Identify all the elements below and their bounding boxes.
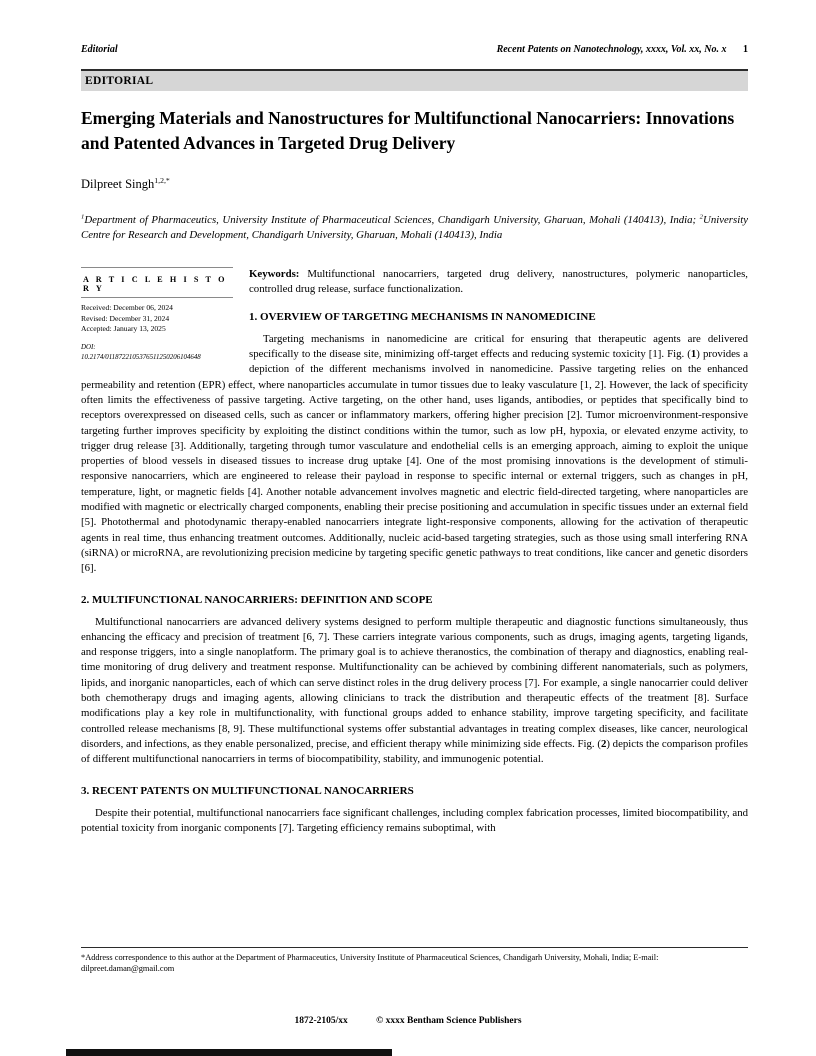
article-history-box bbox=[81, 267, 233, 362]
editorial-banner: EDITORIAL bbox=[81, 69, 748, 91]
section-paragraph-2: Multifunctional nanocarriers are advanced delivery systems designed to perform multiple therapeutic and diagnostic functions simultaneously, thus enhancing the efficacy and precision of treatment [6, 7]. These carriers integrate various components, such as drugs, imaging agents, targeting ligands, and response triggers, into a single nanoplatform. The primary goal is to achieve theranostics, the combination of therapy and diagnostics, enabling real-time monitoring of drug delivery and treatment response. Multifunctionality can be achieved by combining different nanomaterials, such as polymers, lipids, and inorganic nanoparticles, each of which can serve distinct roles in the drug delivery process [7]. For example, a single nanocarrier could deliver both chemotherapy drugs and imaging agents, allowing clinicians to track the distribution and therapeutic effects of the treatment [8]. Surface modifications play a key role in multifunctionality, with functional groups added to enhance stability, improve targeting specificity, and facilitate controlled release mechanisms [8, 9]. These multifunctional systems offer substantial advantages in treating complex diseases, like cancer, neurological disorders, and infections, as they enable personalized, precise, and efficient therapy while minimizing side effects. Fig. (2) depicts the comparison profiles of different multifunctional nanocarriers in terms of biocompatibility, stability, and immunogenic potential. bbox=[81, 615, 748, 766]
publisher-line bbox=[0, 1016, 816, 1026]
article-history-divider bbox=[81, 297, 233, 298]
footnote-area bbox=[81, 947, 748, 974]
next-page-banner-edge bbox=[66, 1049, 392, 1056]
author-line: Dilpreet Singh$^{1,2,*}$ bbox=[81, 175, 170, 191]
page-number: 1 bbox=[743, 44, 748, 55]
accepted-date: Accepted: January 13, 2025 bbox=[81, 324, 166, 334]
section-paragraph-3: Despite their potential, multifunctional nanocarriers face significant challenges, including complex fabrication processes, limited biocompatibility, and potential toxicity from inorganic components [7]. Targeting efficiency remains suboptimal, with bbox=[81, 806, 748, 834]
section-heading-1: 1. OVERVIEW OF TARGETING MECHANISMS IN NANOMEDICINE bbox=[249, 310, 596, 323]
running-head-right bbox=[497, 44, 748, 55]
correspondence-footnote: *Address correspondence to this author at the Department of Pharmaceutics, University Institute of Pharmaceutical Sciences, Chandigarh University, Mohali, India; E-mail: dilpreet.daman@gmail.com bbox=[81, 953, 659, 974]
doi-label: DOI: bbox=[81, 343, 96, 351]
section-paragraph-1: Targeting mechanisms in nanomedicine are critical for ensuring that therapeutic agents are delivered specifically to the disease site, minimizing off-target effects and reducing systemic toxicity [1]. Fig. (1) provides a depiction of the different mechanisms involved in nanomedicine. Passive targeting relies on the enhanced permeability and retention (EPR) effect, where nanoparticles accumulate in tumor tissues due to leaky vasculature [1, 2]. However, the lack of specificity often limits the effectiveness of passive targeting. Active targeting, on the other hand, uses ligands, antibodies, or peptides that specifically bind to receptors overexpressed on diseased cells, such as cancer or inflammatory markers, offering higher precision [2]. Tumor microenvironment-responsive targeting further improves specificity by exploiting the distinct conditions within the tumor, such as low pH, hypoxia, or elevated enzyme activity, to trigger drug release [3]. Additionally, targeting through tumor vasculature and endothelial cells is an emerging approach, aiming to exploit the unique properties of blood vessels in diseased tissues to increase drug uptake [4]. One of the most promising innovations is the development of stimuli-responsive nanocarriers, which are engineered to release their payload in response to specific internal or external triggers, such as changes in pH, temperature, light, or magnetic fields [4]. Another notable advancement involves magnetic and electric field-directed targeting, where nanoparticles are modified with magnetic or electrically charged components, enabling their precise positioning and accumulation in specific tissues under an external field [5]. Photothermal and photodynamic therapy-enabled nanocarriers integrate light-responsive components, allowing for the activation of therapeutic agents in real time, thus enhancing treatment outcomes. Additionally, nucleic acid-based targeting strategies, such as those using small interfering RNA (siRNA) or microRNA, are revolutionizing precision medicine by targeting specific genetic pathways to treat conditions, like cancer and genetic disorders [6]. bbox=[81, 332, 748, 575]
doi-block bbox=[81, 343, 233, 362]
keywords: Keywords: Multifunctional nanocarriers, targeted drug delivery, nanostructures, polymeric nanoparticles, controlled drug release, surface functionalization. bbox=[249, 268, 749, 296]
doi-value: 10.2174/0118722105376511250206104648 bbox=[81, 353, 201, 361]
section-heading-3: 3. RECENT PATENTS ON MULTIFUNCTIONAL NANOCARRIERS bbox=[81, 784, 414, 797]
article-history-heading: A R T I C L E H I S T O R Y bbox=[83, 275, 228, 294]
article-title: Emerging Materials and Nanostructures for Multifunctional Nanocarriers: Innovations and Patented Advances in Targeted Drug Delivery bbox=[81, 108, 735, 153]
running-head-section: Editorial bbox=[81, 44, 118, 55]
issn-code: 1872-2105/xx bbox=[294, 1016, 348, 1026]
revised-date: Revised: December 31, 2024 bbox=[81, 313, 170, 323]
copyright-notice: © xxxx Bentham Science Publishers bbox=[376, 1016, 522, 1026]
running-head bbox=[81, 44, 748, 55]
received-date: Received: December 06, 2024 bbox=[81, 303, 173, 313]
footnote-divider bbox=[81, 947, 748, 948]
section-heading-2: 2. MULTIFUNCTIONAL NANOCARRIERS: DEFINITION AND SCOPE bbox=[81, 593, 433, 606]
article-history-dates bbox=[81, 303, 233, 335]
body-content bbox=[81, 267, 748, 836]
journal-reference: Recent Patents on Nanotechnology, xxxx, Vol. xx, No. x bbox=[496, 44, 727, 55]
affiliations: $^1$Department of Pharmaceutics, University Institute of Pharmaceutical Sciences, Chandigarh University, Gharuan, Mohali (140413), India; $^2$University Centre for Research and Development, Chandigarh University, Gharuan, Mohali (140413), India bbox=[81, 213, 748, 241]
